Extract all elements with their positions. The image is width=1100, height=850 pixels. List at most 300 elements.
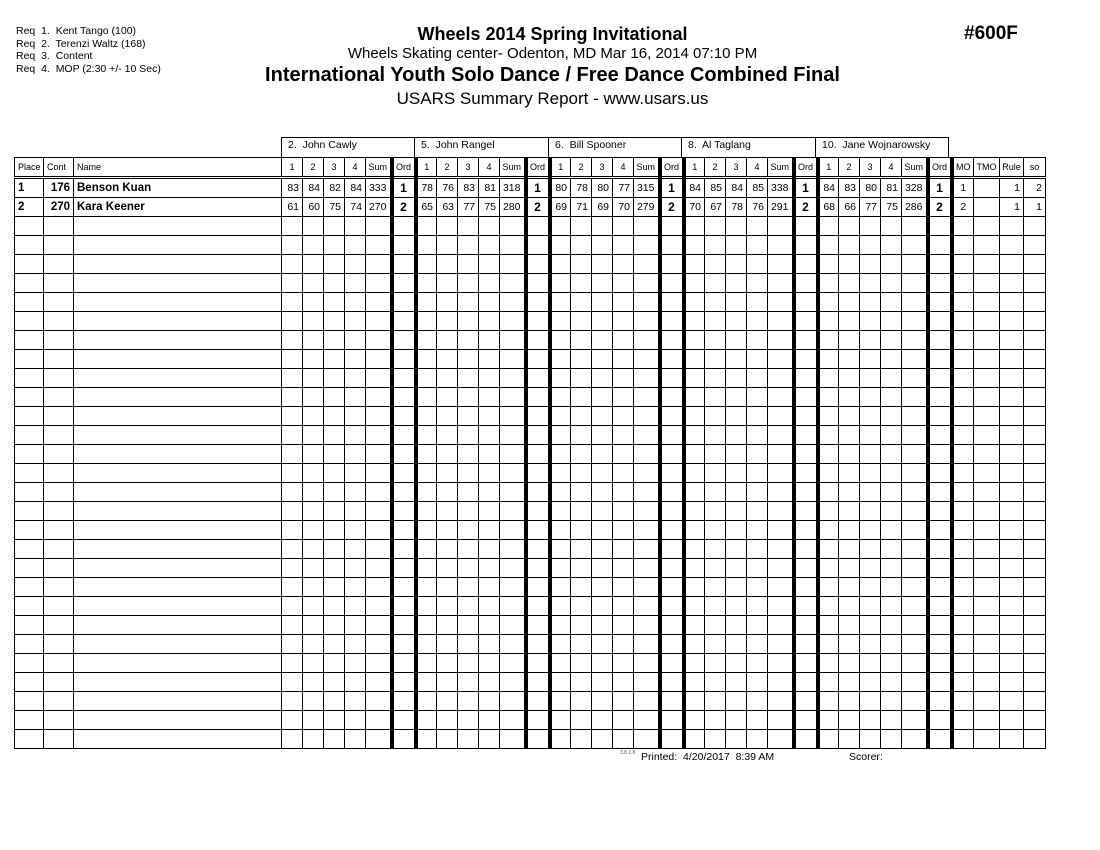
- empty-cell: [392, 711, 416, 730]
- empty-table-row: [15, 236, 1046, 255]
- empty-cell: [794, 540, 818, 559]
- empty-cell: [705, 388, 726, 407]
- empty-cell: [705, 635, 726, 654]
- empty-cell: [479, 255, 500, 274]
- empty-cell: [768, 635, 794, 654]
- empty-cell: [747, 426, 768, 445]
- empty-cell: [74, 654, 282, 673]
- empty-cell: [839, 597, 860, 616]
- empty-cell: [500, 635, 526, 654]
- empty-cell: [74, 331, 282, 350]
- empty-table-row: [15, 578, 1046, 597]
- event-number: #600F: [964, 23, 1018, 44]
- empty-cell: [1000, 616, 1024, 635]
- empty-cell: [592, 616, 613, 635]
- empty-cell: [1000, 350, 1024, 369]
- empty-cell: [74, 293, 282, 312]
- empty-cell: [952, 635, 974, 654]
- empty-cell: [747, 369, 768, 388]
- empty-cell: [392, 274, 416, 293]
- empty-cell: [839, 293, 860, 312]
- empty-cell: [613, 293, 634, 312]
- empty-cell: [974, 692, 1000, 711]
- empty-cell: [952, 730, 974, 749]
- empty-cell: [1024, 369, 1046, 388]
- empty-cell: [592, 673, 613, 692]
- empty-cell: [747, 654, 768, 673]
- empty-cell: [437, 692, 458, 711]
- empty-cell: [634, 293, 660, 312]
- empty-cell: [592, 293, 613, 312]
- empty-cell: [860, 483, 881, 502]
- empty-cell: [44, 312, 74, 331]
- empty-cell: [437, 711, 458, 730]
- empty-cell: [705, 293, 726, 312]
- empty-table-row: [15, 388, 1046, 407]
- empty-cell: [324, 350, 345, 369]
- empty-cell: [768, 255, 794, 274]
- empty-cell: [613, 711, 634, 730]
- empty-cell: [1024, 331, 1046, 350]
- empty-cell: [303, 578, 324, 597]
- empty-cell: [1000, 369, 1024, 388]
- empty-cell: [303, 274, 324, 293]
- empty-cell: [592, 578, 613, 597]
- empty-cell: [416, 559, 437, 578]
- empty-cell: [634, 730, 660, 749]
- empty-cell: [282, 502, 303, 521]
- empty-cell: [839, 464, 860, 483]
- empty-cell: [1000, 293, 1024, 312]
- empty-cell: [794, 635, 818, 654]
- empty-cell: [902, 559, 928, 578]
- empty-cell: [345, 711, 366, 730]
- empty-cell: [839, 236, 860, 255]
- empty-cell: [974, 559, 1000, 578]
- score-cell: 291: [768, 198, 794, 217]
- empty-cell: [500, 673, 526, 692]
- column-header-judge-score: 4: [881, 158, 902, 178]
- empty-cell: [366, 445, 392, 464]
- score-cell: 270: [366, 198, 392, 217]
- empty-cell: [324, 426, 345, 445]
- empty-cell: [345, 255, 366, 274]
- empty-cell: [345, 635, 366, 654]
- empty-cell: [881, 578, 902, 597]
- empty-cell: [282, 426, 303, 445]
- empty-cell: [416, 464, 437, 483]
- empty-cell: [44, 236, 74, 255]
- empty-cell: [392, 635, 416, 654]
- empty-cell: [928, 730, 952, 749]
- empty-cell: [15, 407, 44, 426]
- empty-cell: [500, 274, 526, 293]
- empty-cell: [952, 331, 974, 350]
- empty-cell: [282, 293, 303, 312]
- empty-cell: [660, 711, 684, 730]
- empty-cell: [794, 578, 818, 597]
- empty-cell: [437, 255, 458, 274]
- empty-cell: [634, 426, 660, 445]
- empty-cell: [345, 578, 366, 597]
- empty-cell: [592, 274, 613, 293]
- empty-cell: [952, 559, 974, 578]
- empty-cell: [416, 483, 437, 502]
- empty-cell: [684, 635, 705, 654]
- empty-cell: [768, 407, 794, 426]
- empty-cell: [366, 597, 392, 616]
- empty-cell: [571, 597, 592, 616]
- empty-cell: [479, 692, 500, 711]
- empty-cell: [366, 521, 392, 540]
- empty-cell: [794, 426, 818, 445]
- empty-cell: [902, 293, 928, 312]
- empty-cell: [818, 540, 839, 559]
- empty-cell: [1024, 217, 1046, 236]
- empty-cell: [634, 407, 660, 426]
- column-header-judge-score: 3: [860, 158, 881, 178]
- empty-cell: [839, 711, 860, 730]
- empty-cell: [1000, 502, 1024, 521]
- empty-cell: [392, 597, 416, 616]
- empty-cell: [303, 331, 324, 350]
- empty-cell: [860, 502, 881, 521]
- empty-cell: [282, 692, 303, 711]
- empty-cell: [726, 236, 747, 255]
- empty-cell: [768, 597, 794, 616]
- empty-cell: [366, 407, 392, 426]
- empty-table-row: [15, 426, 1046, 445]
- empty-cell: [726, 635, 747, 654]
- empty-cell: [952, 616, 974, 635]
- empty-cell: [928, 407, 952, 426]
- empty-cell: [550, 274, 571, 293]
- empty-cell: [705, 521, 726, 540]
- empty-cell: [345, 426, 366, 445]
- empty-cell: [974, 616, 1000, 635]
- empty-cell: [15, 559, 44, 578]
- empty-cell: [705, 445, 726, 464]
- empty-cell: [416, 293, 437, 312]
- empty-cell: [839, 692, 860, 711]
- empty-cell: [526, 445, 550, 464]
- empty-cell: [705, 673, 726, 692]
- empty-cell: [592, 426, 613, 445]
- empty-cell: [974, 350, 1000, 369]
- empty-cell: [613, 407, 634, 426]
- empty-cell: [613, 464, 634, 483]
- empty-cell: [660, 673, 684, 692]
- empty-cell: [902, 464, 928, 483]
- empty-cell: [324, 673, 345, 692]
- empty-cell: [860, 540, 881, 559]
- empty-cell: [1024, 616, 1046, 635]
- empty-cell: [526, 388, 550, 407]
- empty-cell: [550, 217, 571, 236]
- empty-cell: [768, 217, 794, 236]
- empty-cell: [1000, 388, 1024, 407]
- empty-cell: [860, 654, 881, 673]
- empty-cell: [282, 483, 303, 502]
- empty-cell: [928, 692, 952, 711]
- empty-cell: [902, 692, 928, 711]
- empty-cell: [660, 369, 684, 388]
- empty-cell: [613, 730, 634, 749]
- empty-cell: [74, 426, 282, 445]
- empty-cell: [726, 559, 747, 578]
- empty-cell: [747, 388, 768, 407]
- empty-cell: [44, 369, 74, 388]
- empty-cell: [839, 635, 860, 654]
- empty-cell: [794, 616, 818, 635]
- empty-cell: [818, 350, 839, 369]
- empty-cell: [345, 597, 366, 616]
- empty-cell: [74, 217, 282, 236]
- empty-cell: [44, 521, 74, 540]
- empty-cell: [526, 692, 550, 711]
- empty-cell: [74, 692, 282, 711]
- empty-cell: [860, 673, 881, 692]
- empty-cell: [366, 350, 392, 369]
- empty-cell: [660, 616, 684, 635]
- empty-cell: [392, 217, 416, 236]
- empty-cell: [634, 255, 660, 274]
- empty-cell: [660, 293, 684, 312]
- empty-cell: [15, 236, 44, 255]
- empty-cell: [902, 350, 928, 369]
- empty-cell: [44, 464, 74, 483]
- empty-cell: [392, 312, 416, 331]
- empty-cell: [902, 521, 928, 540]
- empty-cell: [282, 730, 303, 749]
- empty-cell: [303, 711, 324, 730]
- requirement-item: Req 3. Content: [16, 50, 93, 62]
- empty-cell: [15, 293, 44, 312]
- empty-cell: [282, 578, 303, 597]
- empty-cell: [928, 445, 952, 464]
- empty-cell: [366, 692, 392, 711]
- empty-cell: [634, 369, 660, 388]
- empty-cell: [881, 635, 902, 654]
- empty-cell: [500, 407, 526, 426]
- empty-cell: [1024, 407, 1046, 426]
- empty-cell: [550, 559, 571, 578]
- empty-cell: [15, 578, 44, 597]
- empty-cell: [860, 635, 881, 654]
- score-cell: 77: [613, 178, 634, 198]
- empty-cell: [952, 445, 974, 464]
- empty-cell: [437, 730, 458, 749]
- name-cell: Kara Keener: [74, 198, 282, 217]
- empty-cell: [634, 540, 660, 559]
- score-cell: 318: [500, 178, 526, 198]
- empty-cell: [15, 502, 44, 521]
- empty-cell: [592, 597, 613, 616]
- empty-cell: [366, 464, 392, 483]
- column-header-judge-score: 3: [726, 158, 747, 178]
- empty-cell: [794, 654, 818, 673]
- empty-cell: [550, 502, 571, 521]
- empty-cell: [860, 711, 881, 730]
- empty-cell: [571, 692, 592, 711]
- empty-cell: [726, 730, 747, 749]
- empty-cell: [416, 426, 437, 445]
- empty-cell: [705, 312, 726, 331]
- empty-cell: [1024, 388, 1046, 407]
- empty-cell: [345, 654, 366, 673]
- empty-cell: [818, 559, 839, 578]
- empty-cell: [613, 540, 634, 559]
- empty-cell: [345, 616, 366, 635]
- empty-cell: [818, 711, 839, 730]
- score-cell: 83: [282, 178, 303, 198]
- empty-cell: [705, 597, 726, 616]
- empty-cell: [345, 673, 366, 692]
- empty-cell: [15, 312, 44, 331]
- empty-cell: [592, 730, 613, 749]
- empty-cell: [839, 616, 860, 635]
- empty-cell: [458, 540, 479, 559]
- empty-cell: [768, 483, 794, 502]
- empty-cell: [902, 597, 928, 616]
- empty-cell: [416, 502, 437, 521]
- score-cell: 69: [592, 198, 613, 217]
- empty-cell: [437, 673, 458, 692]
- requirement-item: Req 4. MOP (2:30 +/- 10 Sec): [16, 62, 161, 75]
- empty-cell: [282, 388, 303, 407]
- empty-cell: [15, 331, 44, 350]
- empty-cell: [303, 483, 324, 502]
- empty-cell: [902, 369, 928, 388]
- empty-cell: [458, 483, 479, 502]
- empty-cell: [705, 578, 726, 597]
- empty-cell: [324, 521, 345, 540]
- empty-cell: [303, 445, 324, 464]
- empty-cell: [705, 217, 726, 236]
- empty-cell: [571, 407, 592, 426]
- empty-cell: [303, 312, 324, 331]
- empty-cell: [74, 502, 282, 521]
- empty-cell: [392, 407, 416, 426]
- empty-cell: [458, 521, 479, 540]
- empty-cell: [324, 464, 345, 483]
- empty-cell: [1024, 483, 1046, 502]
- empty-cell: [416, 578, 437, 597]
- empty-cell: [571, 635, 592, 654]
- empty-cell: [928, 635, 952, 654]
- empty-cell: [818, 312, 839, 331]
- empty-table-row: [15, 502, 1046, 521]
- empty-cell: [526, 236, 550, 255]
- empty-cell: [437, 483, 458, 502]
- empty-cell: [550, 407, 571, 426]
- empty-cell: [500, 502, 526, 521]
- empty-cell: [303, 540, 324, 559]
- empty-cell: [794, 255, 818, 274]
- empty-cell: [324, 559, 345, 578]
- empty-cell: [592, 369, 613, 388]
- empty-cell: [366, 502, 392, 521]
- empty-cell: [928, 255, 952, 274]
- empty-cell: [571, 388, 592, 407]
- empty-cell: [458, 312, 479, 331]
- empty-cell: [928, 426, 952, 445]
- empty-cell: [660, 274, 684, 293]
- empty-cell: [881, 711, 902, 730]
- empty-cell: [818, 673, 839, 692]
- empty-cell: [74, 559, 282, 578]
- empty-cell: [818, 635, 839, 654]
- empty-cell: [550, 426, 571, 445]
- empty-cell: [839, 217, 860, 236]
- empty-cell: [324, 616, 345, 635]
- empty-cell: [974, 236, 1000, 255]
- empty-cell: [768, 540, 794, 559]
- empty-cell: [1000, 274, 1024, 293]
- column-header-judge-score: 2: [437, 158, 458, 178]
- empty-cell: [634, 711, 660, 730]
- empty-table-row: [15, 255, 1046, 274]
- event-title: International Youth Solo Dance / Free Dance Combined Final: [265, 64, 840, 86]
- empty-cell: [366, 274, 392, 293]
- empty-cell: [974, 331, 1000, 350]
- empty-cell: [902, 730, 928, 749]
- empty-cell: [479, 711, 500, 730]
- column-header-mo: MO: [952, 158, 974, 178]
- empty-cell: [881, 464, 902, 483]
- empty-cell: [592, 654, 613, 673]
- column-header-rule: Rule: [1000, 158, 1024, 178]
- empty-cell: [1024, 654, 1046, 673]
- empty-cell: [571, 445, 592, 464]
- empty-cell: [634, 597, 660, 616]
- empty-cell: [860, 559, 881, 578]
- empty-cell: [15, 445, 44, 464]
- empty-cell: [726, 369, 747, 388]
- empty-cell: [303, 730, 324, 749]
- empty-cell: [684, 483, 705, 502]
- empty-cell: [952, 578, 974, 597]
- empty-cell: [860, 730, 881, 749]
- requirement-item: Req 2. Terenzi Waltz (168): [16, 37, 146, 50]
- empty-cell: [282, 616, 303, 635]
- empty-cell: [550, 597, 571, 616]
- empty-cell: [1000, 540, 1024, 559]
- empty-cell: [324, 312, 345, 331]
- score-cell: 80: [860, 178, 881, 198]
- column-header-judge-score: Ord: [392, 158, 416, 178]
- empty-cell: [479, 445, 500, 464]
- empty-cell: [747, 692, 768, 711]
- empty-cell: [768, 692, 794, 711]
- empty-cell: [324, 217, 345, 236]
- empty-cell: [726, 692, 747, 711]
- empty-cell: [768, 236, 794, 255]
- empty-cell: [571, 369, 592, 388]
- empty-cell: [282, 654, 303, 673]
- empty-cell: [726, 502, 747, 521]
- empty-cell: [366, 540, 392, 559]
- empty-cell: [860, 616, 881, 635]
- empty-cell: [974, 673, 1000, 692]
- empty-cell: [366, 388, 392, 407]
- empty-cell: [416, 711, 437, 730]
- empty-table-row: [15, 274, 1046, 293]
- score-cell: 66: [839, 198, 860, 217]
- empty-cell: [747, 274, 768, 293]
- empty-cell: [1000, 559, 1024, 578]
- score-cell: 77: [860, 198, 881, 217]
